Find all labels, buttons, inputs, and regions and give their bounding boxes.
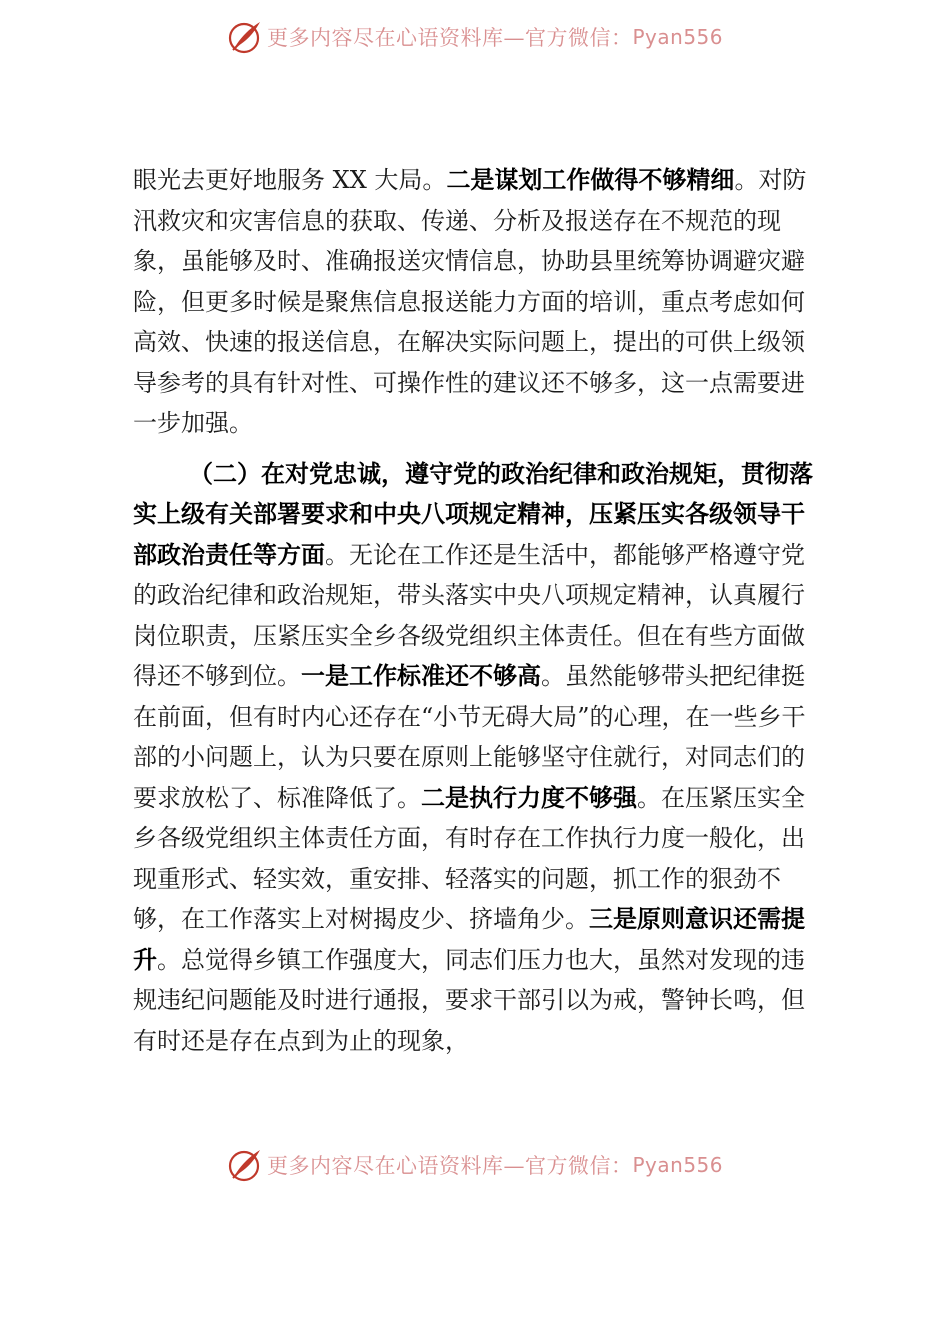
paragraph-1 — [133, 160, 825, 444]
paragraph-2 — [133, 454, 825, 1062]
footer-text: 更多内容尽在心语资料库—官方微信： — [266, 1154, 633, 1178]
p2-bold-3: 三是原则意识还需提升 — [133, 905, 805, 974]
p2-text-1: 。无论在工作还是生活中，都能够严格遵守党的政治纪律和政治规矩，带头落实中央八项规定精神，认真履行岗位职责，压紧压实全乡各级党组织主体责任。但在有些方面做得还不够到位。 — [133, 540, 805, 690]
document-body — [133, 160, 825, 1061]
footer-wechat-id: Pyan556 — [632, 1153, 723, 1177]
p1-text-2: 。对防汛救灾和灾害信息的获取、传递、分析及报送存在不规范的现象，虽能够及时、准确报送灾情信息，协助县里统筹协调避灾避险，但更多时候是聚焦信息报送能力方面的培训，重点考虑如何高效、快速的报送信息，在解决实际问题上，提出的可供上级领导参考的具有针对性、可操作性的建议还不够多，这一点需要进一步加强。 — [133, 166, 807, 437]
p2-bold-1: 一是工作标准还不够高 — [301, 662, 541, 690]
p2-text-2: 。虽然能够带头把纪律挺在前面，但有时内心还存在“小节无碍大局”的心理，在一些乡干部的小问题上，认为只要在原则上能够坚守住就行，对同志们的要求放松了、标准降低了。 — [133, 662, 806, 812]
quill-logo-icon — [227, 1147, 263, 1183]
p2-text-4: 。总觉得乡镇工作强度大，同志们压力也大，虽然对发现的违规违纪问题能及时进行通报，要求干部引以为戒，警钟长鸣，但有时还是存在点到为止的现象， — [133, 945, 805, 1055]
header-text: 更多内容尽在心语资料库—官方微信： — [266, 26, 633, 50]
header-watermark — [0, 17, 950, 57]
footer-watermark — [0, 1145, 950, 1185]
quill-logo-icon — [227, 19, 263, 55]
p2-bold-2: 二是执行力度不够强 — [421, 783, 637, 812]
p2-text-3: 。在压紧压实全乡各级党组织主体责任方面，有时存在工作执行力度一般化，出现重形式、轻实效，重安排、轻落实的问题，抓工作的狠劲不够，在工作落实上对树揭皮少、挤墙角少。 — [133, 783, 805, 933]
header-wechat-id: Pyan556 — [632, 25, 723, 49]
p1-bold-1: 二是谋划工作做得不够精细 — [446, 166, 735, 194]
p1-text-1: 眼光去更好地服务 XX 大局。 — [133, 166, 447, 194]
section-heading: （二）在对党忠诚，遵守党的政治纪律和政治规矩，贯彻落实上级有关部署要求和中央八项规定精神，压紧压实各级领导干部政治责任等方面 — [133, 459, 813, 569]
